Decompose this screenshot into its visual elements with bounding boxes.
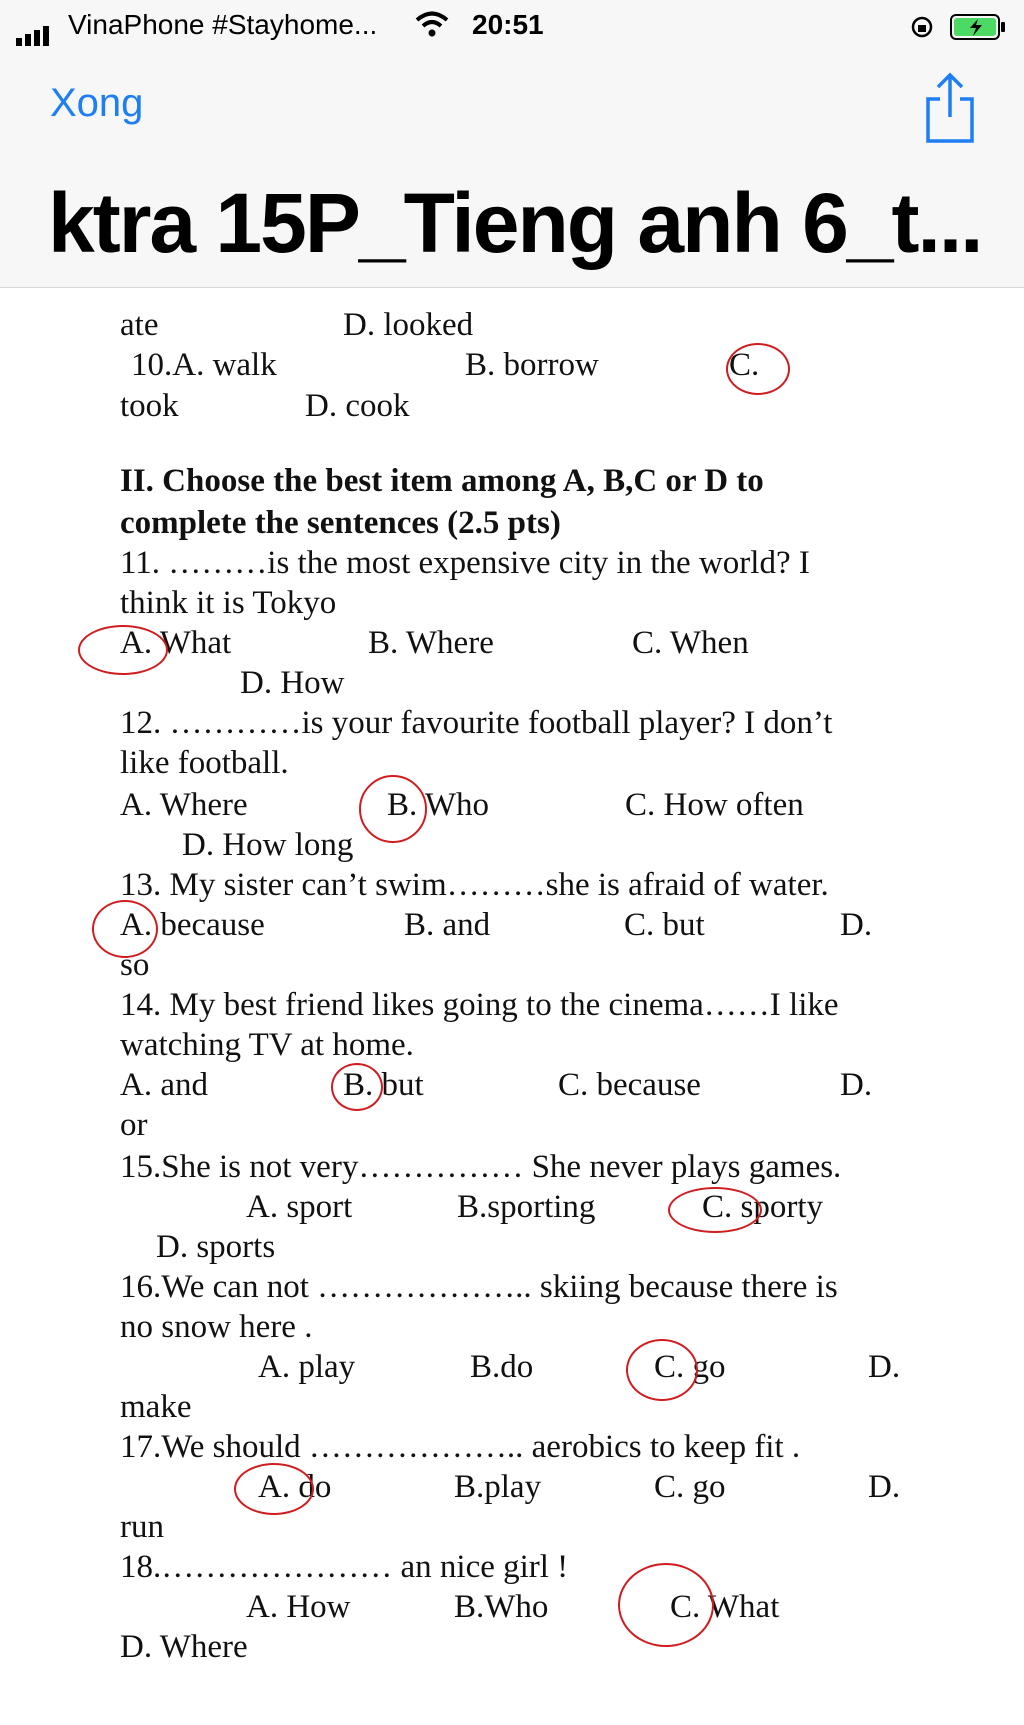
q16-option-b: B.do bbox=[470, 1349, 534, 1385]
cut-off-line bbox=[0, 287, 1024, 297]
q14-line2: watching TV at home. bbox=[120, 1027, 414, 1063]
q17-option-d: D. bbox=[868, 1469, 901, 1505]
q12-option-c: C. How often bbox=[625, 787, 804, 823]
q10-option-d: D. cook bbox=[305, 388, 410, 424]
clock: 20:51 bbox=[472, 9, 544, 40]
q18-option-a: A. How bbox=[246, 1589, 351, 1625]
carrier-name: VinaPhone #Stayhome... bbox=[68, 9, 378, 40]
q11-line2: think it is Tokyo bbox=[120, 585, 337, 621]
q11-option-c: C. When bbox=[632, 625, 749, 661]
q18-option-c: C. What bbox=[670, 1589, 780, 1625]
q15-line1: 15.She is not very…………… She never plays games. bbox=[120, 1149, 842, 1185]
q11-option-a: A. What bbox=[120, 625, 232, 661]
q12-option-a: A. Where bbox=[120, 787, 248, 823]
status-bar bbox=[0, 0, 1024, 55]
section-heading-line1: II. Choose the best item among A, B,C or D to bbox=[120, 463, 764, 499]
signal-icon bbox=[16, 14, 52, 46]
navigation-bar bbox=[0, 55, 1024, 288]
q13-option-d-text: so bbox=[120, 947, 150, 983]
q16-option-d: D. bbox=[868, 1349, 901, 1385]
q12-option-d: D. How long bbox=[182, 827, 354, 863]
q9-option-c-text: ate bbox=[120, 307, 159, 343]
q18-line1: 18.………………… an nice girl ! bbox=[120, 1549, 569, 1585]
wifi-icon bbox=[415, 10, 449, 45]
q17-option-a: A. do bbox=[258, 1469, 332, 1505]
q15-option-b: B.sporting bbox=[457, 1189, 596, 1225]
q11-line1: 11. ………is the most expensive city in the world? I bbox=[120, 545, 810, 581]
q14-option-d-text: or bbox=[120, 1107, 148, 1143]
q14-option-c: C. because bbox=[558, 1067, 701, 1103]
q15-option-c: C. sporty bbox=[702, 1189, 824, 1225]
q12-line1: 12. …………is your favourite football player? I don’t bbox=[120, 705, 833, 741]
share-icon[interactable] bbox=[922, 69, 978, 145]
q13-option-d: D. bbox=[840, 907, 873, 943]
section-heading-line2: complete the sentences (2.5 pts) bbox=[120, 505, 561, 541]
q12-line2: like football. bbox=[120, 745, 289, 781]
q14-option-a: A. and bbox=[120, 1067, 208, 1103]
q16-option-d-text: make bbox=[120, 1389, 192, 1425]
q10-option-a: 10.A. walk bbox=[131, 347, 277, 383]
q17-option-d-text: run bbox=[120, 1509, 164, 1545]
q18-option-d: D. Where bbox=[120, 1629, 248, 1665]
q13-option-b: B. and bbox=[404, 907, 491, 943]
q11-option-d: D. How bbox=[240, 665, 345, 701]
battery-icon bbox=[950, 14, 1008, 47]
q16-line2: no snow here . bbox=[120, 1309, 313, 1345]
q16-line1: 16.We can not ……………….. skiing because there is bbox=[120, 1269, 838, 1305]
q12-option-b: B. Who bbox=[387, 787, 490, 823]
q13-line1: 13. My sister can’t swim………she is afraid of water. bbox=[120, 867, 829, 903]
q14-option-b: B. but bbox=[343, 1067, 424, 1103]
q18-option-b: B.Who bbox=[454, 1589, 549, 1625]
document-content bbox=[0, 287, 1024, 1725]
q9-option-d: D. looked bbox=[343, 307, 474, 343]
q11-option-b: B. Where bbox=[368, 625, 494, 661]
q10-option-c: C. bbox=[729, 347, 760, 383]
q14-option-d: D. bbox=[840, 1067, 873, 1103]
q14-line1: 14. My best friend likes going to the cinema……I like bbox=[120, 987, 839, 1023]
q17-option-b: B.play bbox=[454, 1469, 542, 1505]
q17-line1: 17.We should ……………….. aerobics to keep fit . bbox=[120, 1429, 801, 1465]
q13-option-c: C. but bbox=[624, 907, 705, 943]
rotation-lock-icon bbox=[910, 14, 934, 38]
q10-option-c-text: took bbox=[120, 388, 179, 424]
q13-option-a: A. because bbox=[120, 907, 265, 943]
q16-option-c: C. go bbox=[654, 1349, 726, 1385]
q17-option-c: C. go bbox=[654, 1469, 726, 1505]
q15-option-d: D. sports bbox=[156, 1229, 276, 1265]
q15-option-a: A. sport bbox=[246, 1189, 353, 1225]
document-title: ktra 15P_Tieng anh 6_t... bbox=[48, 176, 982, 270]
q16-option-a: A. play bbox=[258, 1349, 356, 1385]
done-button[interactable]: Xong bbox=[50, 81, 144, 125]
q10-option-b: B. borrow bbox=[465, 347, 599, 383]
